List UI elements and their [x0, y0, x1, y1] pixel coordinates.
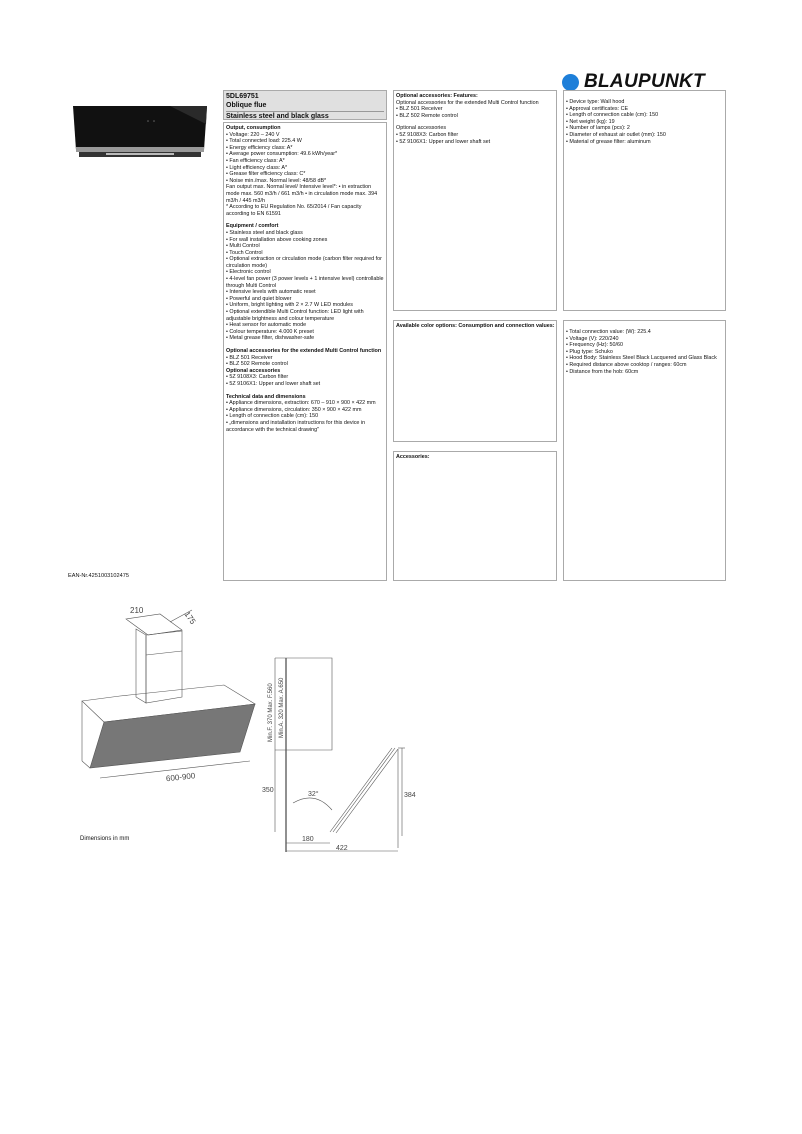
- spec-line: • Total connection value: (W): 225.4: [566, 329, 651, 335]
- spec-line: • Device type: Wall hood: [566, 99, 625, 105]
- brand-name: BLAUPUNKT: [584, 71, 705, 92]
- color-options-box: [393, 320, 557, 442]
- section-heading: Equipment / comfort: [226, 223, 279, 230]
- optional-accessories-box: [393, 90, 557, 311]
- spec-line: • Optional extraction or circulation mode (carbon filter required for circulation mode): [226, 256, 382, 269]
- spec-line: • Length of connection cable (cm): 150: [566, 112, 659, 119]
- spec-line: • Number of lamps (pcs): 2: [566, 125, 630, 132]
- logo-dot-icon: [562, 74, 579, 91]
- spec-line: • BLZ 502 Remote control: [396, 112, 458, 119]
- spec-line: • Stainless steel and black glass: [226, 229, 303, 236]
- spec-line: • Required distance above cooktop / ranges: 60cm: [566, 361, 687, 368]
- section-heading: Output, consumption: [226, 125, 281, 131]
- spec-line: • Distance from the hob: 60cm: [566, 368, 639, 375]
- ean-number: EAN-Nr.4251003102475: [68, 573, 129, 579]
- dim-angle: 32°: [308, 791, 319, 798]
- technical-drawing-3d: [60, 600, 260, 800]
- dim-min-max-a: Min.A. 320 Max. A.650: [279, 677, 285, 738]
- spec-line: Optional accessories: [396, 125, 447, 132]
- product-finish: Stainless steel and black glass: [226, 111, 384, 121]
- spec-line: • Intensive levels with automatic reset: [226, 289, 316, 296]
- spec-line: * According to EU Regulation No. 65/2014 / Fan capacity according to EN 61591: [226, 204, 362, 217]
- connection-values-box: [563, 320, 726, 581]
- product-header: [223, 90, 387, 120]
- spec-line: • Optional extendible Multi Control function: LED light with adjustable brightness and colour temperature: [226, 309, 364, 322]
- dimensions-caption: Dimensions in mm: [80, 836, 130, 842]
- dim-210: 210: [130, 606, 144, 615]
- spec-line: • Heat sensor for automatic mode: [226, 322, 307, 329]
- spec-line: • Total connected load: 225.4 W: [226, 138, 302, 145]
- spec-line: • Uniform, bright lighting with 2 × 2.7 W LED modules: [226, 302, 353, 309]
- section-heading: Accessories:: [396, 454, 430, 460]
- section-heading: Technical data and dimensions: [226, 393, 306, 400]
- spec-line: • Length of connection cable (cm): 150: [226, 413, 319, 420]
- section-heading: Optional accessories for the extended Multi Control function: [226, 348, 382, 354]
- dim-350: 350: [262, 787, 274, 794]
- spec-line: • Touch Control: [226, 249, 263, 256]
- dim-422: 422: [336, 845, 348, 852]
- section-heading: Optional accessories: Features:: [396, 93, 478, 99]
- model-number: 5DL69751: [226, 93, 259, 100]
- spec-line: • Material of grease filter: aluminum: [566, 138, 651, 145]
- spec-line: • Plug type: Schuko: [566, 348, 613, 355]
- spec-line: • Electronic control: [226, 269, 271, 276]
- spec-line: • Average power consumption: 49.6 kWh/year*: [226, 151, 338, 158]
- spec-line: • Frequency (Hz): 50/60: [566, 342, 624, 349]
- spec-line: • Approval certificates: CE: [566, 105, 629, 112]
- dim-175: 175: [182, 609, 198, 626]
- spec-line: • Grease filter efficiency class: C*: [226, 171, 306, 178]
- section-heading: Available color options: Consumption and connection values:: [396, 323, 555, 329]
- spec-line: • BLZ 502 Remote control: [226, 361, 288, 368]
- spec-line: • Light efficiency class: A*: [226, 164, 288, 171]
- spec-line: • Voltage (V): 220/240: [566, 335, 619, 342]
- spec-line: • 5Z 9106X1: Upper and lower shaft set: [226, 380, 321, 387]
- spec-line: • „dimensions and installation instructions for this device in accordance with the technical drawing": [226, 419, 366, 433]
- spec-line: • Hood Body: Stainless Steel Black Lacquered and Glass Black: [566, 355, 717, 362]
- spec-line: • Colour temperature: 4.000 K preset: [226, 328, 314, 335]
- spec-line: • Multi Control: [226, 243, 260, 250]
- spec-line: • 5Z 9108X3: Carbon filter: [396, 131, 459, 138]
- dim-600-900: 600-900: [165, 771, 196, 784]
- spec-line: • Metal grease filter, dishwasher-safe: [226, 335, 315, 342]
- spec-line: • For wall installation above cooking zones: [226, 236, 328, 243]
- spec-line: • Fan efficiency class: A*: [226, 157, 285, 164]
- spec-line: • 4-level fan power (3 power levels + 1 intensive level) controllable through Multi Control: [226, 276, 384, 289]
- spec-line: • Energy efficiency class: A*: [226, 144, 293, 151]
- spec-line: • Noise min./max. Normal level: 48/58 dB*: [226, 177, 327, 184]
- spec-line: • Appliance dimensions, circulation: 350 × 900 × 422 mm: [226, 406, 362, 413]
- technical-drawing-side: [250, 640, 430, 860]
- device-info-box: [563, 90, 726, 311]
- spec-line: Optional accessories for the extended Multi Control function: [396, 99, 539, 106]
- dim-min-max-f: Min.F. 370 Max. F.560: [268, 683, 274, 742]
- spec-line: • BLZ 501 Receiver: [396, 106, 443, 113]
- spec-line: • Voltage: 220 – 240 V: [226, 131, 280, 138]
- dim-384: 384: [404, 792, 416, 799]
- product-type: Oblique flue: [226, 102, 267, 110]
- accessories-box: [393, 451, 557, 581]
- spec-line: Fan output max. Normal level/ Intensive level*: • in extraction mode max. 560 m3/h / 661 m3/h • in circulation mode max. 394 m3/h / 445 m3/h: [226, 184, 378, 204]
- spec-line: • BLZ 501 Receiver: [226, 354, 273, 361]
- spec-line: • 5Z 9106X1: Upper and lower shaft set: [396, 138, 491, 145]
- spec-line: • 5Z 9108X3: Carbon filter: [226, 374, 289, 381]
- section-heading: Optional accessories: [226, 367, 281, 374]
- spec-line: • Net weight (kg): 19: [566, 118, 615, 125]
- product-image: [70, 104, 210, 160]
- spec-line: • Appliance dimensions, extraction: 670 – 910 × 900 × 422 mm: [226, 400, 376, 407]
- dim-180: 180: [302, 836, 314, 843]
- spec-line: • Powerful and quiet blower: [226, 295, 292, 302]
- specs-box: [223, 122, 387, 581]
- spec-line: • Diameter of exhaust air outlet (mm): 150: [566, 131, 666, 138]
